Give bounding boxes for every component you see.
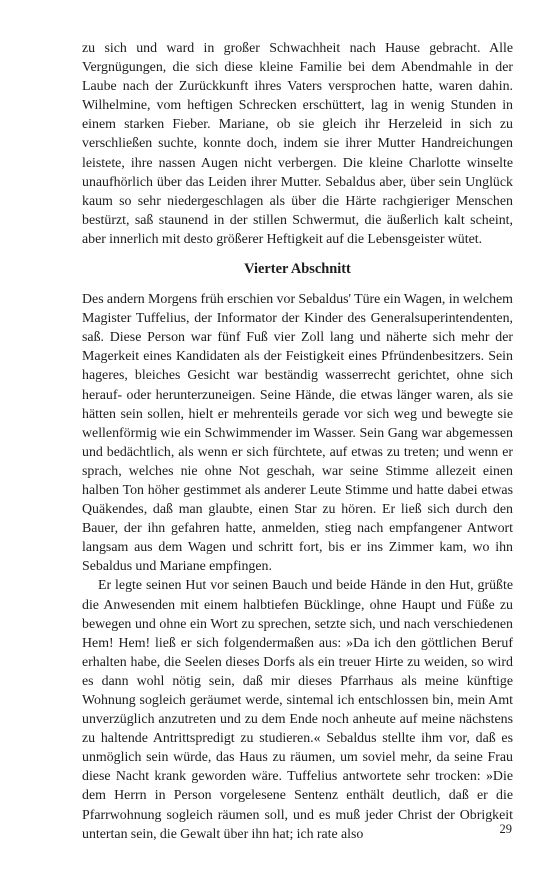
- book-page: [82, 39, 513, 844]
- page-number: 29: [499, 822, 512, 836]
- body-paragraph-second: Er legte seinen Hut vor seinen Bauch und beide Hände in den Hut, grüßte die Anwesenden mit einem halbtiefen Bücklinge, ohne Haupt und Füße zu bewegen und ohne ein Wort zu sprechen, setzte sich, und nach verschiedenen Hem! Hem! ließ er sich folgendermaßen aus: »Da ich den göttlichen Beruf erhalten habe, die Seelen dieses Dorfs als ein treuer Hirte zu weiden, so wird es dann wohl nötig sein, daß mir dieses Pfarrhaus als meine künftige Wohnung sogleich geräumet werde, sintemal ich entschlossen bin, mein Amt unverzüglich anzutreten und zu dem Ende noch anheute auf meine nächstens zu haltende Antrittspredigt zu studieren.« Sebaldus stellte ihm vor, daß es unmöglich sein würde, das Haus zu räumen, um soviel mehr, da seine Frau diese Nacht krank geworden wäre. Tuffelius antwortete sehr trocken: »Die dem Herrn in Person vorgelesene Sentenz enthält deutlich, daß er die Pfarrwohnung sogleich räumen soll, und es muß jeder Christ der Obrigkeit untertan sein, die Gewalt über ihn hat; ich rate also: [82, 578, 513, 842]
- body-paragraph-continued: zu sich und ward in großer Schwachheit nach Hause gebracht. Alle Vergnügungen, die sich diese kleine Familie bei dem Abendmahle in der Laube nach der Zurückkunft ihres Vaters versprochen hatte, waren dahin. Wilhelmine, vom heftigen Schrecken erschüttert, lag in wenig Stunden in einem starken Fieber. Mariane, ob sie gleich ihr Herzeleid in sich zu verschließen suchte, konnte doch, indem sie ihrer Mutter Handreichungen leistete, ihre nassen Augen nicht verbergen. Die kleine Charlotte winselte unaufhörlich über das Leiden ihrer Mutter. Sebaldus aber, über sein Unglück kaum so sehr niedergeschlagen als über die Härte rachgieriger Menschen bestürzt, saß staunend in der stillen Schwermut, die äußerlich kalt scheint, aber innerlich mit desto größerer Heftigkeit auf die Lebensgeister wütet.: [82, 41, 513, 247]
- body-paragraph-first: Des andern Morgens früh erschien vor Sebaldus' Türe ein Wagen, in welchem Magister Tuffelius, der Informator der Kinder des Generalsuperintendenten, saß. Diese Person war fünf Fuß vier Zoll lang und näherte sich mehr der Magerkeit eines Kandidaten als der Feistigkeit eines Pfründenbesitzers. Sein hageres, bleiches Gesicht war beständig wasserrecht gerichtet, ohne sich herauf- oder herunterzuneigen. Seine Hände, die etwas länger waren, als sie hätten sein sollen, hielt er mehrenteils gerade vor sich weg und bewegte sie wellenförmig wie ein Schwimmender im Wasser. Sein Gang war abgemessen und bedächtlich, als wenn er sich fürchtete, auf etwas zu treten; und wenn er sprach, welches nie ohne Not geschah, war seine Stimme allezeit einen halben Ton höher gestimmet als anderer Leute Stimme und hatte dabei etwas Quäkendes, daß man glaubte, einen Star zu hören. Er ließ sich durch den Bauer, der ihn gefahren hatte, anmelden, stieg nach empfangener Antwort langsam aus dem Wagen und schritt fort, bis er ins Zimmer kam, wo ihn Sebaldus und Mariane empfingen.: [82, 292, 513, 575]
- section-heading: Vierter Abschnitt: [244, 261, 351, 278]
